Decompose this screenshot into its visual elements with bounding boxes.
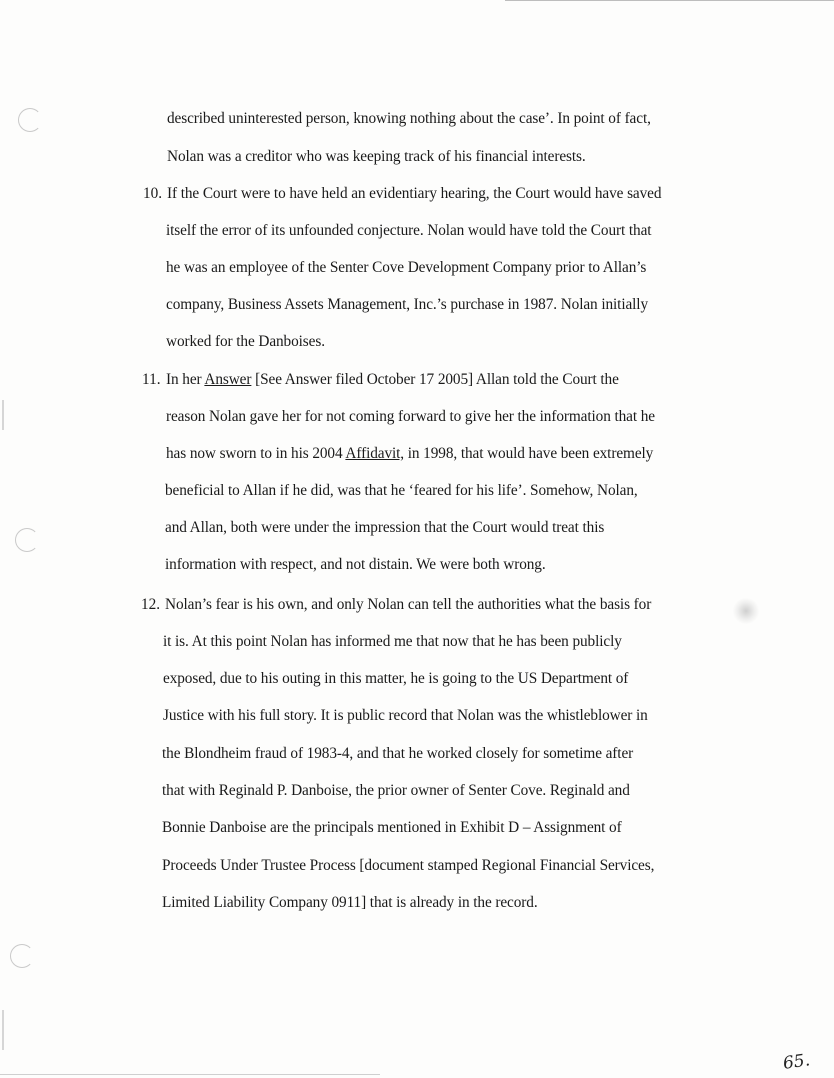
text-line: Proceeds Under Trustee Process [document stamped Regional Financial Services, [162, 857, 655, 874]
text-line: itself the error of its unfounded conjecture. Nolan would have told the Court that [166, 222, 652, 239]
scan-artifact [2, 400, 4, 430]
text-line: information with respect, and not distain. We were both wrong. [165, 556, 546, 573]
affidavit-reference: Affidavit, [345, 445, 405, 462]
text-line: worked for the Danboises. [166, 333, 325, 350]
text-run: in 1998, that would have been extremely [404, 445, 654, 462]
text-line: company, Business Assets Management, Inc.’s purchase in 1987. Nolan initially [166, 296, 649, 313]
text-line: it is. At this point Nolan has informed me that now that he has been publicly [163, 633, 622, 650]
text-line: he was an employee of the Senter Cove Development Company prior to Allan’s [166, 259, 647, 276]
text-line: described uninterested person, knowing nothing about the case’. In point of fact, [167, 110, 651, 127]
text-run: has now sworn to in his 2004 [166, 445, 346, 462]
text-line: that with Reginald P. Danboise, the prior owner of Senter Cove. Reginald and [162, 782, 630, 799]
text-line: Limited Liability Company 0911] that is already in the record. [162, 894, 538, 911]
text-line: and Allan, both were under the impression that the Court would treat this [165, 519, 605, 536]
text-line: Nolan’s fear is his own, and only Nolan can tell the authorities what the basis for [165, 596, 652, 613]
text-line: Bonnie Danboise are the principals mentioned in Exhibit D – Assignment of [162, 819, 622, 836]
list-item-number: 11. [142, 371, 161, 388]
hole-punch-mark [18, 108, 42, 132]
text-line: If the Court were to have held an evidentiary hearing, the Court would have saved [167, 185, 662, 202]
text-run: [See Answer filed October 17 2005] Allan told the Court the [251, 371, 619, 388]
text-line: Justice with his full story. It is public record that Nolan was the whistleblower in [163, 707, 648, 724]
text-line: the Blondheim fraud of 1983-4, and that he worked closely for sometime after [162, 745, 634, 762]
hole-punch-mark [10, 944, 34, 968]
list-item-number: 10. [143, 185, 163, 202]
page-number: 65. [781, 1050, 812, 1074]
text-line: exposed, due to his outing in this matter, he is going to the US Department of [163, 670, 629, 687]
smudge-mark [732, 598, 760, 624]
scan-edge-line-bottom [0, 1074, 380, 1075]
text-line: Nolan was a creditor who was keeping track of his financial interests. [167, 148, 586, 165]
list-item-number: 12. [141, 596, 161, 613]
hole-punch-mark [15, 528, 39, 552]
scan-artifact [2, 1010, 4, 1050]
scan-edge-line [505, 0, 834, 1]
text-line [166, 370, 619, 390]
text-line [166, 444, 653, 464]
text-line: reason Nolan gave her for not coming forward to give her the information that he [166, 408, 655, 425]
text-line: beneficial to Allan if he did, was that he ‘feared for his life’. Somehow, Nolan, [165, 482, 638, 499]
answer-reference: Answer [204, 371, 252, 388]
text-run: In her [166, 371, 205, 388]
